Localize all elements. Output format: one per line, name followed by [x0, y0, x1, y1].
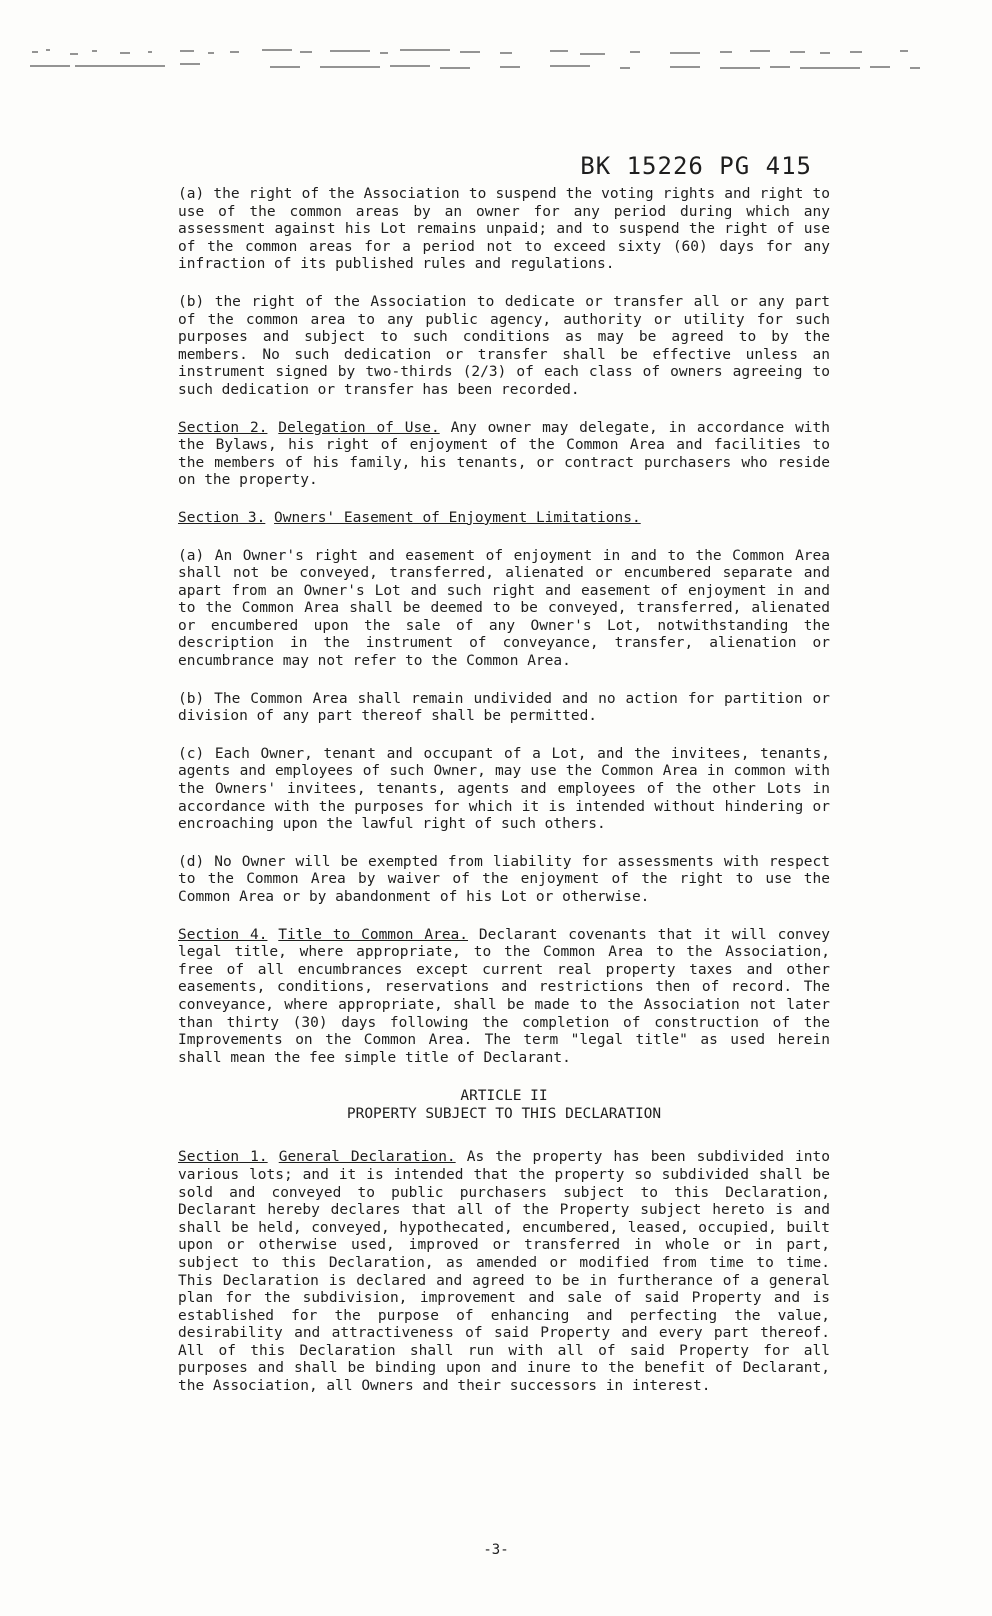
- section-3-d: (d) No Owner will be exempted from liability for assessments with respect to the Common Area by waiver of the enjoyment of the right to use the Common Area or by abandonment of his Lot or otherwise.: [178, 853, 830, 905]
- article-title: PROPERTY SUBJECT TO THIS DECLARATION: [346, 1106, 662, 1123]
- article-section-1-label: Section 1.: [178, 1149, 268, 1166]
- section-3-title: Owners' Easement of Enjoyment Limitations.: [274, 509, 641, 526]
- section-2-label: Section 2.: [178, 419, 268, 436]
- section-4: [178, 927, 830, 1068]
- article-number: ARTICLE II: [460, 1088, 548, 1105]
- paragraph-b: (b) the right of the Association to dedicate or transfer all or any part of the common area to any public agency, authority or utility for such purposes and subject to such conditions as may be agreed to by the members. No such dedication or transfer shall be effective unless an instrument signed by two-thirds (2/3) of each class of owners agreeing to such dedication or transfer has been recorded.: [178, 293, 830, 398]
- article-section-1: [178, 1149, 830, 1395]
- section-3-b: (b) The Common Area shall remain undivided and no action for partition or division of any part thereof shall be permitted.: [178, 690, 830, 725]
- scan-noise-header: [30, 40, 930, 90]
- document-body: [178, 186, 830, 1416]
- section-3-label: Section 3.: [178, 509, 266, 526]
- section-3-a: (a) An Owner's right and easement of enjoyment in and to the Common Area shall not be conveyed, transferred, alienated or encumbered separate and apart from an Owner's Lot and such right and easement of enjoyment in and to the Common Area shall be deemed to be conveyed, transferred, alienated or encumbered upon the sale of any Owner's Lot, notwithstanding the description in the instrument of conveyance, transfer, alienation or encumbrance may not refer to the Common Area.: [178, 547, 830, 670]
- page-number: -3-: [483, 1542, 509, 1558]
- section-4-text: Declarant covenants that it will convey legal title, where appropriate, to the Common Area to the Association, free of all encumbrances except current real property taxes and other easements, conditions, reservations and restrictions then of record. The conveyance, where appropriate, shall be made to the Association not later than thirty (30) days following the completion of construction of the Improvements on the Common Area. The term "legal title" as used herein shall mean the fee simple title of Declarant.: [178, 926, 830, 1066]
- section-2: [178, 420, 830, 490]
- paragraph-a: (a) the right of the Association to suspend the voting rights and right to use of the common areas by an owner for any period during which any assessment against his Lot remains unpaid; and to suspend the right of use of the common areas for a period not to exceed sixty (60) days for any infraction of its published rules and regulations.: [178, 186, 830, 273]
- article-heading: [178, 1087, 830, 1123]
- section-3-heading: [178, 510, 830, 528]
- book-page-reference: BK 15226 PG 415: [580, 152, 812, 180]
- article-section-1-title: General Declaration.: [278, 1149, 456, 1166]
- section-3-c: (c) Each Owner, tenant and occupant of a Lot, and the invitees, tenants, agents and employees of such Owner, may use the Common Area in common with the Owners' invitees, tenants, agents and employees of the other Lots in accordance with the purposes for which it is intended without hindering or encroaching upon the lawful right of such others.: [178, 745, 830, 833]
- section-2-text: Any owner may delegate, in accordance with the Bylaws, his right of enjoyment of the Common Area and facilities to the members of his family, his tenants, or contract purchasers who reside on the property.: [178, 419, 830, 489]
- section-4-title: Title to Common Area.: [278, 926, 469, 943]
- article-section-1-text: As the property has been subdivided into various lots; and it is intended that the property so subdivided shall be sold and conveyed to public purchasers subject to this Declaration, Declarant hereby declares that all of the Property subject hereto is and shall be held, conveyed, hypothecated, encumbered, leased, occupied, built upon or otherwise used, improved or transferred in whole or in part, subject to this Declaration, as amended or modified from time to time. This Declaration is declared and agreed to be in furtherance of a general plan for the subdivision, improvement and sale of said Property and is established for the purpose of enhancing and perfecting the value, desirability and attractiveness of said Property and every part thereof. All of this Declaration shall run with all of said Property for all purposes and shall be binding upon and inure to the benefit of Declarant, the Association, all Owners and their successors in interest.: [178, 1149, 830, 1395]
- section-4-label: Section 4.: [178, 926, 268, 943]
- section-2-title: Delegation of Use.: [278, 419, 440, 436]
